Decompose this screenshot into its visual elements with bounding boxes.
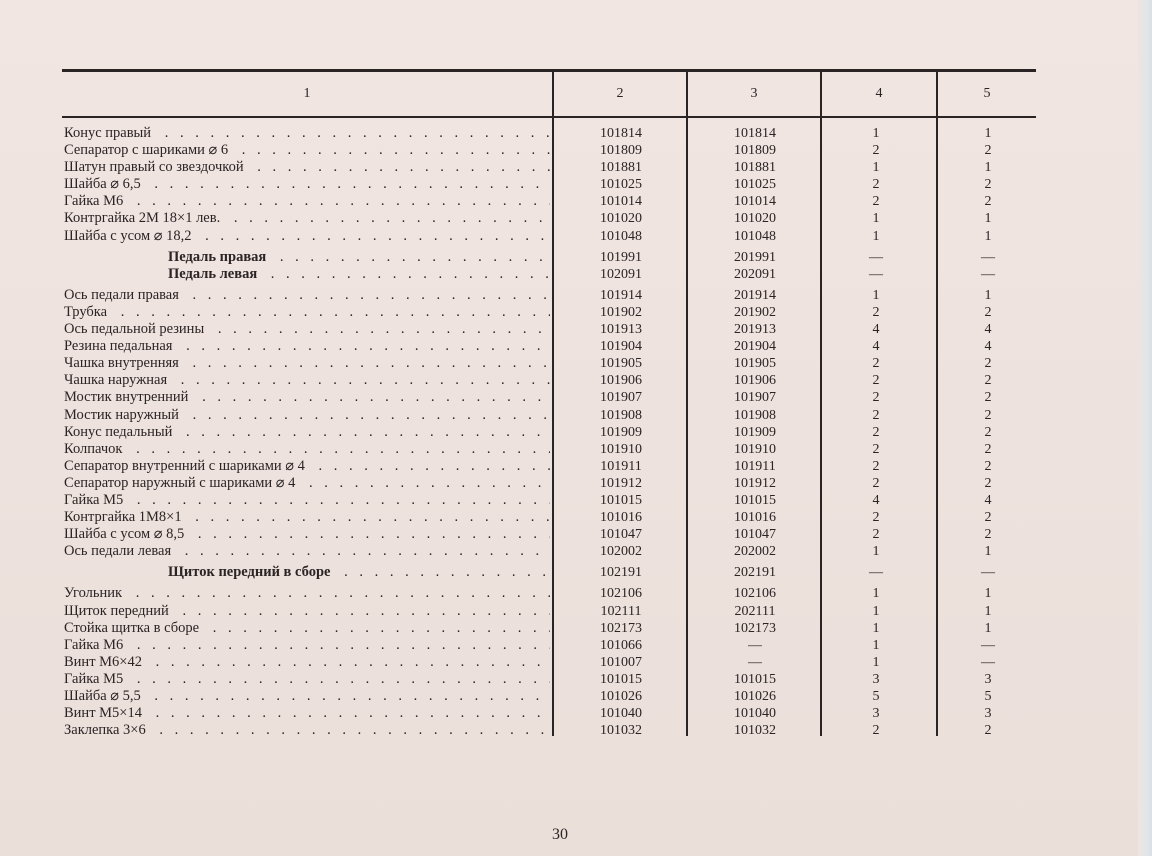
cell-c4: 1 <box>872 126 880 141</box>
table-row <box>62 637 1036 654</box>
table-row <box>62 372 1036 389</box>
part-name: Винт М5×14 <box>64 705 142 722</box>
part-name-cell <box>64 176 550 193</box>
part-name-cell <box>64 321 550 338</box>
cell-c4: — <box>869 249 883 265</box>
cell-c3: 101040 <box>734 706 776 722</box>
cell-c2: 102173 <box>600 620 642 636</box>
part-name: Щиток передний в сборе <box>168 564 331 581</box>
cell-c2: 101906 <box>600 373 642 389</box>
table-row <box>62 266 1036 283</box>
cell-c2: 101007 <box>600 654 642 670</box>
cell-c2: 102002 <box>600 544 642 560</box>
part-name: Педаль левая <box>168 265 258 282</box>
cell-c4: — <box>869 266 883 282</box>
cell-c2: 101047 <box>600 527 642 543</box>
cell-c2: 102111 <box>600 603 642 619</box>
cell-c3: 201902 <box>734 304 776 320</box>
part-name-cell <box>64 543 550 560</box>
part-name-cell <box>64 142 550 159</box>
part-name: Контргайка 1М8×1 <box>64 509 182 526</box>
table-row <box>62 176 1036 193</box>
table-row <box>62 705 1036 722</box>
part-name-cell <box>64 266 550 283</box>
cell-c3: 101015 <box>734 671 776 687</box>
cell-c2: 101040 <box>600 706 642 722</box>
part-name-cell <box>64 492 550 509</box>
part-name-cell <box>64 620 550 637</box>
cell-c4: 2 <box>872 458 880 474</box>
cell-c2: 101909 <box>600 424 642 440</box>
cell-c5: 1 <box>984 228 992 244</box>
cell-c2: 101991 <box>600 249 642 265</box>
cell-c2: 101908 <box>600 407 642 423</box>
part-name-cell <box>64 671 550 688</box>
table-row <box>62 228 1036 245</box>
part-name-cell <box>64 688 550 705</box>
table-row <box>62 671 1036 688</box>
cell-c4: 4 <box>872 339 880 355</box>
table-row <box>62 564 1036 581</box>
part-name-cell <box>64 287 550 304</box>
cell-c3: 202111 <box>734 603 776 619</box>
part-name: Шайба ⌀ 5,5 <box>64 688 141 704</box>
cell-c4: 2 <box>872 390 880 406</box>
cell-c2: 101910 <box>600 441 642 457</box>
cell-c5: 1 <box>984 544 992 560</box>
part-name-cell <box>64 722 550 739</box>
part-name-cell <box>64 458 550 475</box>
cell-c5: 2 <box>984 510 992 526</box>
part-name: Педаль правая <box>168 248 267 265</box>
cell-c4: 1 <box>872 287 880 303</box>
table-row <box>62 441 1036 458</box>
cell-c2: 101014 <box>600 194 642 210</box>
header-col-5: 5 <box>983 86 991 101</box>
cell-c3: 101906 <box>734 373 776 389</box>
part-name-cell <box>64 193 550 210</box>
table-row <box>62 654 1036 671</box>
cell-c4: 3 <box>872 671 880 687</box>
part-name-cell <box>64 210 550 227</box>
cell-c3: 101016 <box>734 510 776 526</box>
part-name: Колпачок <box>64 440 123 457</box>
cell-c3: 101909 <box>734 424 776 440</box>
part-name-cell <box>64 424 550 441</box>
cell-c3: 101911 <box>734 458 776 474</box>
part-name-cell <box>64 603 550 620</box>
cell-c4: 2 <box>872 194 880 210</box>
table-top-rule <box>62 69 1036 72</box>
table-row <box>62 304 1036 321</box>
part-name: Чашка наружная <box>64 372 168 389</box>
cell-c2: 101904 <box>600 339 642 355</box>
table-header-rule <box>62 116 1036 118</box>
header-col-4: 4 <box>875 86 883 101</box>
table-row <box>62 389 1036 406</box>
cell-c4: 2 <box>872 177 880 193</box>
table-row <box>62 355 1036 372</box>
table-row <box>62 603 1036 620</box>
cell-c3: 101912 <box>734 475 776 491</box>
cell-c2: 101809 <box>600 143 642 159</box>
part-name-cell <box>64 526 550 543</box>
cell-c4: 1 <box>872 160 880 176</box>
cell-c5: 2 <box>984 723 992 739</box>
cell-c3: 102173 <box>734 620 776 636</box>
cell-c4: 4 <box>872 492 880 508</box>
part-name-cell <box>64 389 550 406</box>
part-name: Сепаратор наружный с шариками ⌀ 4 <box>64 474 296 491</box>
part-name: Заклепка 3×6 <box>64 722 146 739</box>
cell-c5: 2 <box>984 424 992 440</box>
part-name: Шайба ⌀ 6,5 <box>64 176 141 193</box>
cell-c4: 2 <box>872 510 880 526</box>
cell-c2: 102191 <box>600 565 642 581</box>
cell-c5: 2 <box>984 194 992 210</box>
cell-c4: 2 <box>872 356 880 372</box>
part-name-cell <box>64 585 550 602</box>
table-row <box>62 475 1036 492</box>
cell-c4: 2 <box>872 723 880 739</box>
part-name: Щиток передний <box>64 602 169 619</box>
page-number: 30 <box>552 826 568 843</box>
cell-c2: 101020 <box>600 211 642 227</box>
part-name: Гайка М6 <box>64 193 124 210</box>
cell-c5: — <box>981 565 995 581</box>
cell-c3: 201914 <box>734 287 776 303</box>
cell-c4: 1 <box>872 603 880 619</box>
cell-c5: — <box>981 266 995 282</box>
cell-c5: 4 <box>984 322 992 338</box>
table-row <box>62 249 1036 266</box>
part-name-cell <box>64 475 550 492</box>
cell-c5: 3 <box>984 706 992 722</box>
cell-c5: 2 <box>984 390 992 406</box>
cell-c4: 1 <box>872 586 880 602</box>
cell-c5: 2 <box>984 304 992 320</box>
part-name: Чашка внутренняя <box>64 355 179 372</box>
table-row <box>62 407 1036 424</box>
part-name-cell <box>64 509 550 526</box>
table-row <box>62 125 1036 142</box>
cell-c2: 101015 <box>600 492 642 508</box>
cell-c2: 101032 <box>600 723 642 739</box>
cell-c4: 2 <box>872 527 880 543</box>
cell-c2: 101907 <box>600 390 642 406</box>
part-name-cell <box>64 441 550 458</box>
table-row <box>62 193 1036 210</box>
cell-c2: 101015 <box>600 671 642 687</box>
cell-c3: — <box>748 654 762 670</box>
part-name: Ось педали левая <box>64 543 172 560</box>
table-row <box>62 526 1036 543</box>
table-row <box>62 620 1036 637</box>
table-row <box>62 688 1036 705</box>
part-name: Угольник <box>64 585 123 602</box>
cell-c5: 2 <box>984 407 992 423</box>
cell-c3: 101032 <box>734 723 776 739</box>
cell-c2: 101902 <box>600 304 642 320</box>
cell-c2: 101881 <box>600 160 642 176</box>
part-name: Контргайка 2М 18×1 лев. <box>64 210 221 227</box>
cell-c3: 101814 <box>734 126 776 141</box>
part-name-cell <box>64 355 550 372</box>
cell-c2: 101914 <box>600 287 642 303</box>
cell-c2: 101911 <box>600 458 642 474</box>
cell-c4: 1 <box>872 620 880 636</box>
cell-c3: 101015 <box>734 492 776 508</box>
cell-c5: — <box>981 249 995 265</box>
part-name: Шайба с усом ⌀ 8,5 <box>64 526 185 543</box>
part-name: Мостик внутренний <box>64 389 189 406</box>
part-name: Сепаратор с шариками ⌀ 6 <box>64 142 229 159</box>
cell-c3: 201913 <box>734 322 776 338</box>
table-row <box>62 585 1036 602</box>
cell-c5: 1 <box>984 126 992 141</box>
cell-c2: 101912 <box>600 475 642 491</box>
cell-c4: 2 <box>872 304 880 320</box>
header-col-3: 3 <box>750 86 758 101</box>
cell-c4: — <box>869 565 883 581</box>
cell-c5: 3 <box>984 671 992 687</box>
part-name: Ось педали правая <box>64 286 179 303</box>
cell-c5: 2 <box>984 475 992 491</box>
part-name-cell <box>64 637 550 654</box>
table-row <box>62 159 1036 176</box>
cell-c3: 101047 <box>734 527 776 543</box>
parts-table-body <box>62 125 1036 739</box>
table-row <box>62 424 1036 441</box>
part-name: Гайка М5 <box>64 491 124 508</box>
cell-c5: 2 <box>984 356 992 372</box>
cell-c4: 5 <box>872 689 880 704</box>
cell-c5: 2 <box>984 458 992 474</box>
table-row <box>62 321 1036 338</box>
part-name-cell <box>64 125 550 142</box>
part-name-cell <box>64 654 550 671</box>
part-name-cell <box>64 304 550 321</box>
cell-c5: 2 <box>984 527 992 543</box>
part-name-cell <box>64 159 550 176</box>
part-name: Конус правый <box>64 125 152 141</box>
part-name-cell <box>64 338 550 355</box>
table-row <box>62 458 1036 475</box>
cell-c5: 1 <box>984 620 992 636</box>
cell-c3: 101048 <box>734 228 776 244</box>
part-name: Трубка <box>64 303 108 320</box>
table-row <box>62 338 1036 355</box>
cell-c3: 201991 <box>734 249 776 265</box>
cell-c5: 2 <box>984 177 992 193</box>
part-name: Мостик наружный <box>64 406 179 423</box>
part-name: Гайка М5 <box>64 670 124 687</box>
cell-c5: — <box>981 637 995 653</box>
cell-c4: 1 <box>872 637 880 653</box>
cell-c2: 101026 <box>600 689 642 704</box>
part-name: Резина педальная <box>64 338 173 355</box>
part-name: Конус педальный <box>64 423 173 440</box>
cell-c5: 1 <box>984 287 992 303</box>
cell-c3: 201904 <box>734 339 776 355</box>
cell-c5: 5 <box>984 689 992 704</box>
cell-c4: 2 <box>872 424 880 440</box>
part-name-cell <box>64 705 550 722</box>
cell-c2: 101066 <box>600 637 642 653</box>
table-row <box>62 722 1036 739</box>
cell-c2: 102106 <box>600 586 642 602</box>
cell-c5: 1 <box>984 160 992 176</box>
cell-c4: 3 <box>872 706 880 722</box>
cell-c4: 1 <box>872 228 880 244</box>
cell-c5: 2 <box>984 373 992 389</box>
cell-c2: 101016 <box>600 510 642 526</box>
cell-c3: 101910 <box>734 441 776 457</box>
page-edge <box>1138 0 1152 856</box>
cell-c3: 101881 <box>734 160 776 176</box>
cell-c5: 1 <box>984 603 992 619</box>
cell-c3: 102106 <box>734 586 776 602</box>
cell-c3: — <box>748 637 762 653</box>
cell-c4: 1 <box>872 211 880 227</box>
part-name: Гайка М6 <box>64 636 124 653</box>
header-col-1: 1 <box>303 86 311 101</box>
cell-c4: 2 <box>872 441 880 457</box>
cell-c4: 2 <box>872 143 880 159</box>
cell-c2: 101025 <box>600 177 642 193</box>
table-row <box>62 287 1036 304</box>
cell-c3: 101908 <box>734 407 776 423</box>
cell-c3: 202191 <box>734 565 776 581</box>
part-name-cell <box>64 372 550 389</box>
cell-c4: 2 <box>872 373 880 389</box>
cell-c3: 101020 <box>734 211 776 227</box>
cell-c3: 101026 <box>734 689 776 704</box>
table-row <box>62 210 1036 227</box>
cell-c3: 101809 <box>734 143 776 159</box>
part-name-cell <box>64 407 550 424</box>
part-name: Сепаратор внутренний с шариками ⌀ 4 <box>64 457 305 474</box>
table-row <box>62 509 1036 526</box>
cell-c3: 101014 <box>734 194 776 210</box>
cell-c5: 1 <box>984 211 992 227</box>
part-name: Стойка щитка в сборе <box>64 619 200 636</box>
table-row <box>62 543 1036 560</box>
cell-c2: 101905 <box>600 356 642 372</box>
part-name-cell <box>64 228 550 245</box>
cell-c5: 2 <box>984 441 992 457</box>
cell-c2: 101814 <box>600 126 642 141</box>
cell-c3: 202091 <box>734 266 776 282</box>
part-name: Ось педальной резины <box>64 321 205 338</box>
cell-c5: 4 <box>984 339 992 355</box>
table-row <box>62 142 1036 159</box>
cell-c3: 101025 <box>734 177 776 193</box>
cell-c5: 2 <box>984 143 992 159</box>
part-name-cell <box>64 249 550 266</box>
cell-c2: 101913 <box>600 322 642 338</box>
part-name-cell <box>64 564 550 581</box>
part-name: Винт М6×42 <box>64 653 142 670</box>
cell-c5: — <box>981 654 995 670</box>
cell-c4: 1 <box>872 544 880 560</box>
cell-c4: 4 <box>872 322 880 338</box>
part-name: Шатун правый со звездочкой <box>64 159 244 176</box>
cell-c2: 102091 <box>600 266 642 282</box>
cell-c5: 1 <box>984 586 992 602</box>
cell-c4: 2 <box>872 475 880 491</box>
cell-c3: 101907 <box>734 390 776 406</box>
cell-c4: 1 <box>872 654 880 670</box>
cell-c3: 202002 <box>734 544 776 560</box>
part-name: Шайба с усом ⌀ 18,2 <box>64 227 192 244</box>
table-row <box>62 492 1036 509</box>
cell-c4: 2 <box>872 407 880 423</box>
header-col-2: 2 <box>616 86 624 101</box>
cell-c3: 101905 <box>734 356 776 372</box>
cell-c2: 101048 <box>600 228 642 244</box>
cell-c5: 4 <box>984 492 992 508</box>
